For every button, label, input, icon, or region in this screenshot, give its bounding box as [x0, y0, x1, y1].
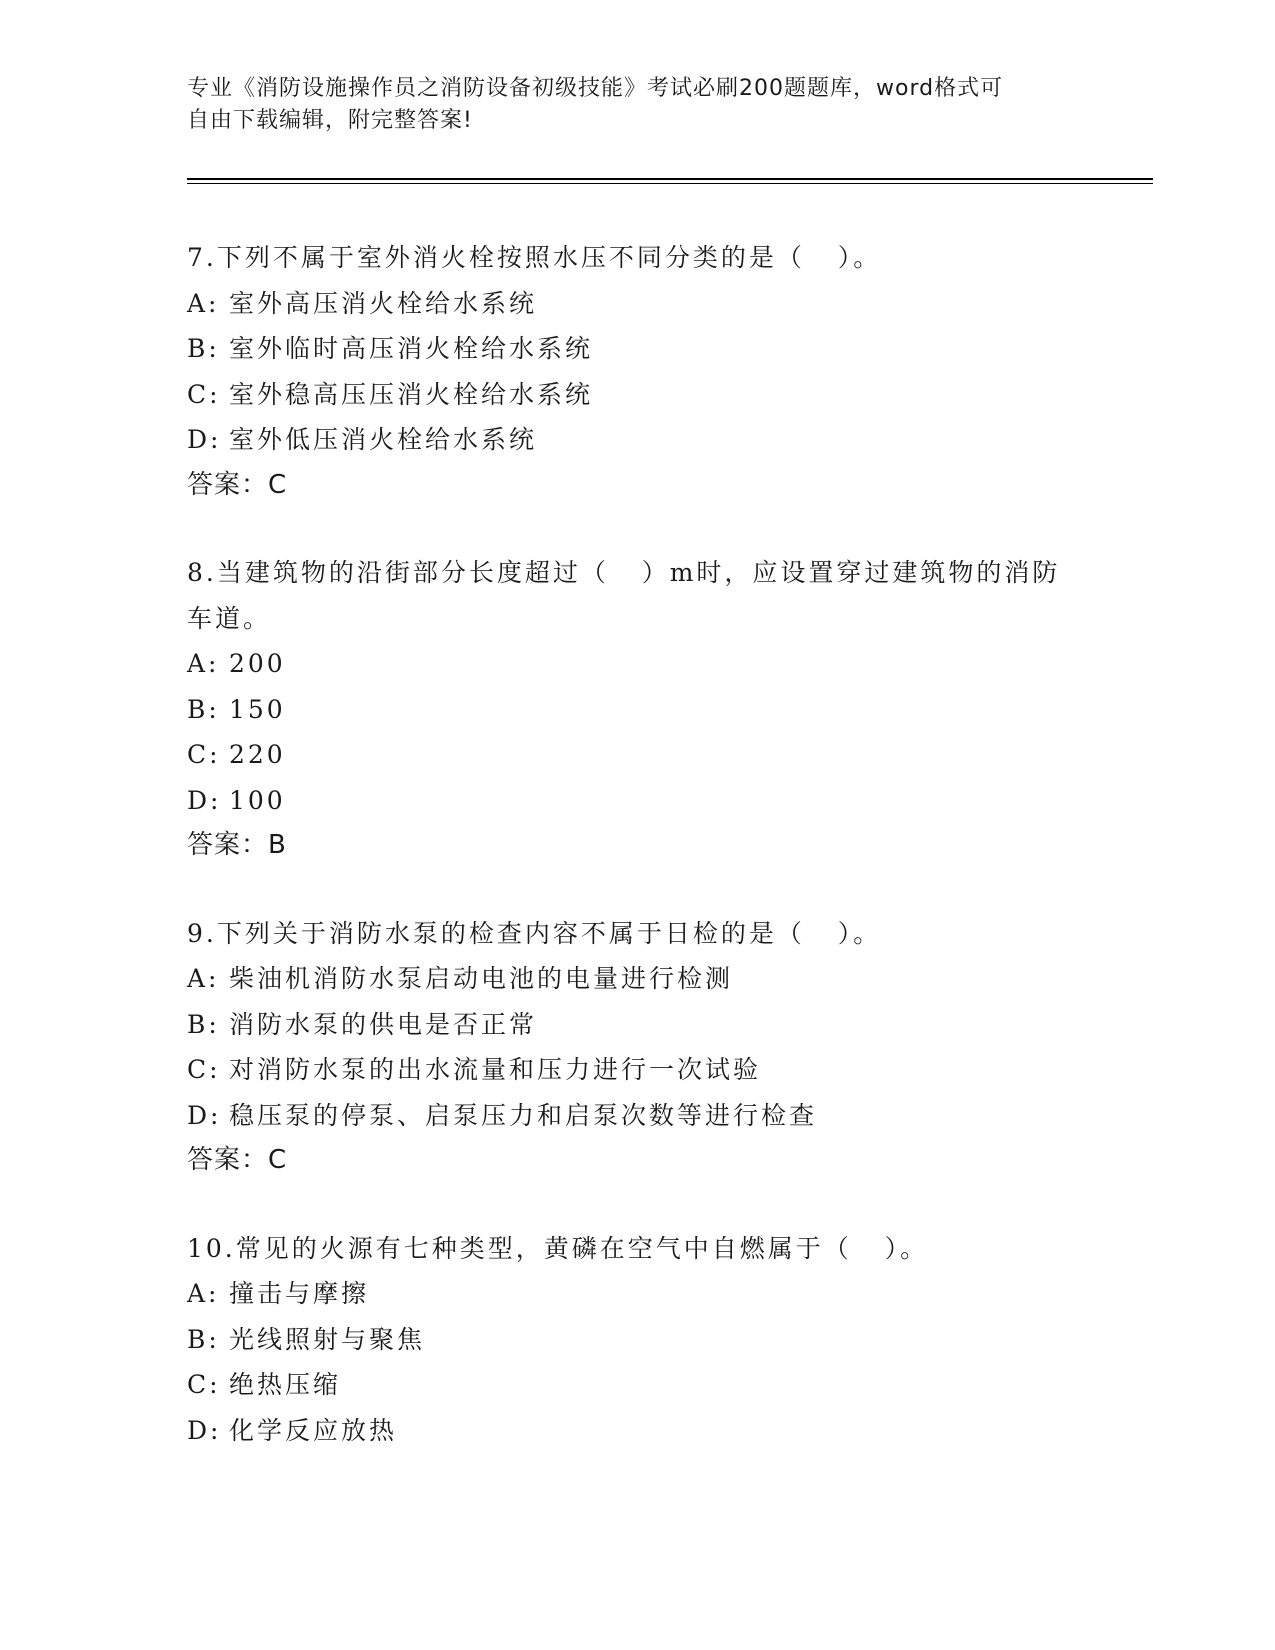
question-item — [187, 1226, 1087, 1454]
option-text: 室外低压消火栓给水系统 — [229, 425, 538, 454]
option-text: 100 — [229, 785, 286, 815]
option-key: C: — [187, 1370, 221, 1399]
answer-option — [187, 1362, 1087, 1408]
option-text: 撞击与摩擦 — [229, 1279, 370, 1308]
option-text: 光线照射与聚焦 — [229, 1324, 426, 1354]
option-key: C: — [187, 1055, 221, 1084]
option-key: B: — [187, 1324, 220, 1354]
answer-option — [187, 372, 1087, 418]
document-header — [187, 73, 1067, 137]
question-list — [187, 235, 1087, 1495]
option-text: 对消防水泵的出水流量和压力进行一次试验 — [229, 1055, 762, 1084]
answer-option — [187, 281, 1087, 327]
option-text: 消防水泵的供电是否正常 — [229, 1009, 538, 1039]
option-key: C: — [187, 379, 221, 409]
document-page — [187, 0, 1147, 1650]
answer-option — [187, 641, 1087, 687]
question-item — [187, 911, 1087, 1184]
option-text: 200 — [229, 649, 286, 678]
answer-option — [187, 326, 1087, 372]
answer-option — [187, 956, 1087, 1002]
option-key: A: — [187, 288, 220, 318]
question-stem: 8.当建筑物的沿街部分长度超过（ ）m时，应设置穿过建筑物的消防 — [187, 558, 1061, 587]
option-text: 绝热压缩 — [229, 1370, 342, 1399]
option-key: B: — [187, 694, 220, 724]
header-divider-thin — [187, 183, 1153, 184]
answer-option — [187, 1408, 1087, 1454]
answer-option — [187, 1317, 1087, 1363]
question-stem: 10.常见的火源有七种类型，黄磷在空气中自燃属于（ ）。 — [187, 1233, 929, 1263]
question-stem: 车道。 — [187, 603, 272, 633]
option-key: B: — [187, 1009, 220, 1039]
option-key: B: — [187, 334, 220, 363]
answer-option — [187, 732, 1087, 778]
question-stem: 7.下列不属于室外消火栓按照水压不同分类的是（ ）。 — [187, 243, 882, 272]
option-text: 柴油机消防水泵启动电池的电量进行检测 — [229, 964, 734, 993]
option-key: D: — [187, 425, 222, 454]
answer-key: 答案：C — [187, 1145, 288, 1175]
question-stem: 9.下列关于消防水泵的检查内容不属于日检的是（ ）。 — [187, 918, 882, 948]
option-key: A: — [187, 1279, 220, 1308]
answer-key: 答案：B — [187, 830, 287, 860]
answer-option — [187, 417, 1087, 463]
answer-option — [187, 1047, 1087, 1093]
header-line-2: 自由下载编辑，附完整答案! — [187, 108, 473, 133]
answer-option — [187, 1093, 1087, 1139]
option-text: 室外高压消火栓给水系统 — [229, 288, 538, 318]
option-text: 室外稳高压压消火栓给水系统 — [229, 379, 594, 409]
question-item — [187, 235, 1087, 508]
option-text: 150 — [229, 694, 286, 724]
question-item — [187, 550, 1087, 869]
answer-option — [187, 687, 1087, 733]
answer-key: 答案：C — [187, 469, 288, 500]
option-key: D: — [187, 785, 222, 815]
option-key: A: — [187, 964, 220, 993]
option-key: D: — [187, 1415, 222, 1445]
header-divider-thick — [187, 178, 1153, 180]
header-line-1: 专业《消防设施操作员之消防设备初级技能》考试必刷200题题库，word格式可 — [187, 76, 1004, 101]
answer-option — [187, 778, 1087, 824]
answer-option — [187, 1002, 1087, 1048]
option-text: 稳压泵的停泵、启泵压力和启泵次数等进行检查 — [229, 1100, 818, 1130]
option-text: 化学反应放热 — [229, 1415, 398, 1445]
answer-option — [187, 1271, 1087, 1317]
option-key: D: — [187, 1100, 222, 1130]
option-text: 220 — [229, 740, 286, 769]
option-key: A: — [187, 649, 220, 678]
option-text: 室外临时高压消火栓给水系统 — [229, 334, 594, 363]
option-key: C: — [187, 740, 221, 769]
